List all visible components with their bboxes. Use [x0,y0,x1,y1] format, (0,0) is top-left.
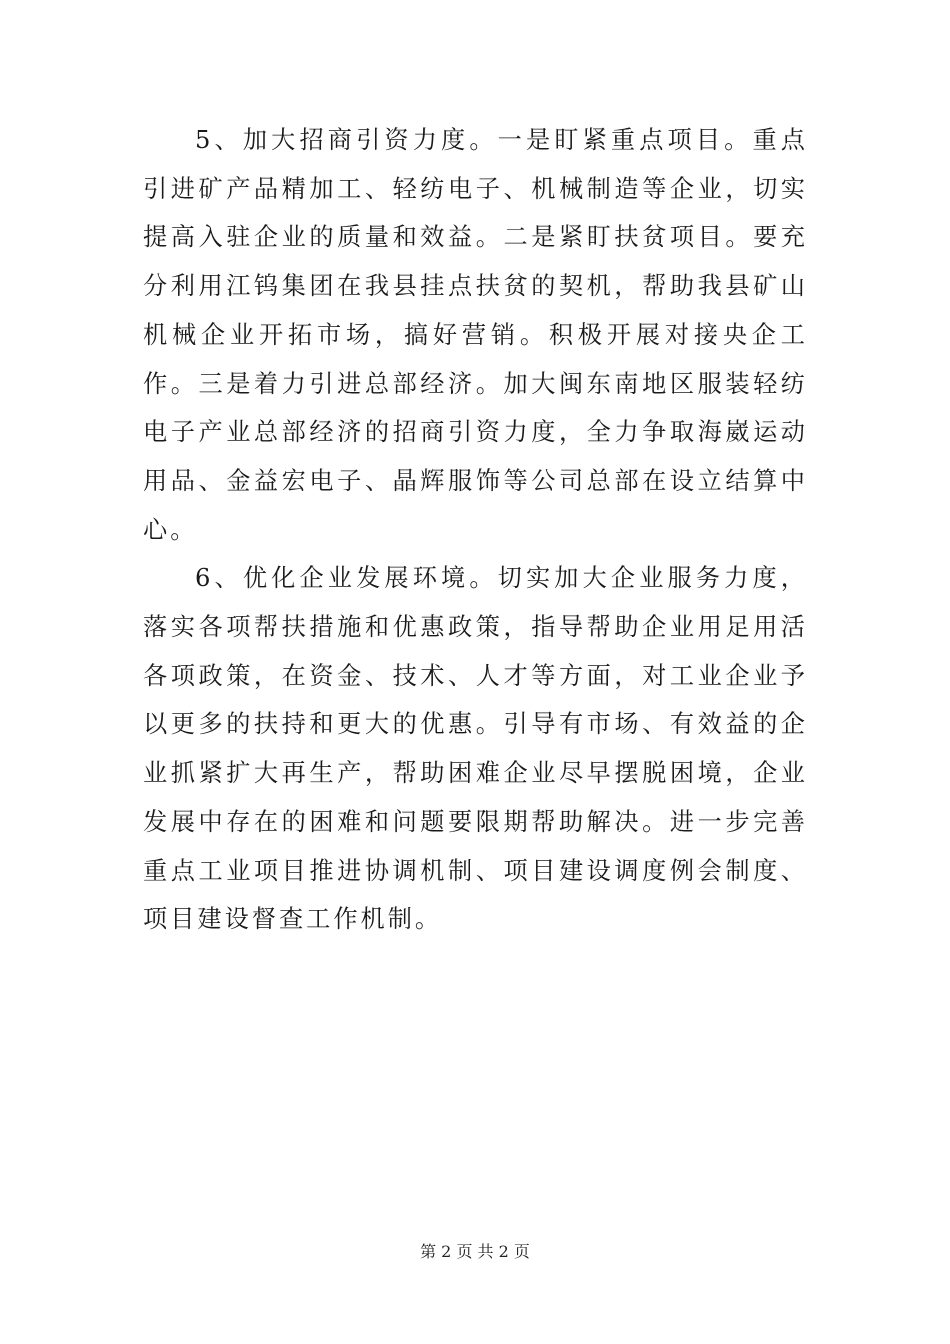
paragraph-6-environment: 6、优化企业发展环境。切实加大企业服务力度，落实各项帮扶措施和优惠政策，指导帮助企业用足用活各项政策，在资金、技术、人才等方面，对工业企业予以更多的扶持和更大的优惠。引导有市场、有效益的企业抓紧扩大再生产，帮助困难企业尽早摆脱困境，企业发展中存在的困难和问题要限期帮助解决。进一步完善重点工业项目推进协调机制、项目建设调度例会制度、项目建设督查工作机制。 [143,564,808,934]
document-body [143,116,808,944]
paragraph-5-investment: 5、加大招商引资力度。一是盯紧重点项目。重点引进矿产品精加工、轻纺电子、机械制造等企业，切实提高入驻企业的质量和效益。二是紧盯扶贫项目。要充分利用江钨集团在我县挂点扶贫的契机，帮助我县矿山机械企业开拓市场，搞好营销。积极开展对接央企工作。三是着力引进总部经济。加大闽东南地区服装轻纺电子产业总部经济的招商引资力度，全力争取海崴运动用品、金益宏电子、晶辉服饰等公司总部在设立结算中心。 [143,126,808,544]
page-footer: 第 2 页 共 2 页 [420,1242,530,1261]
